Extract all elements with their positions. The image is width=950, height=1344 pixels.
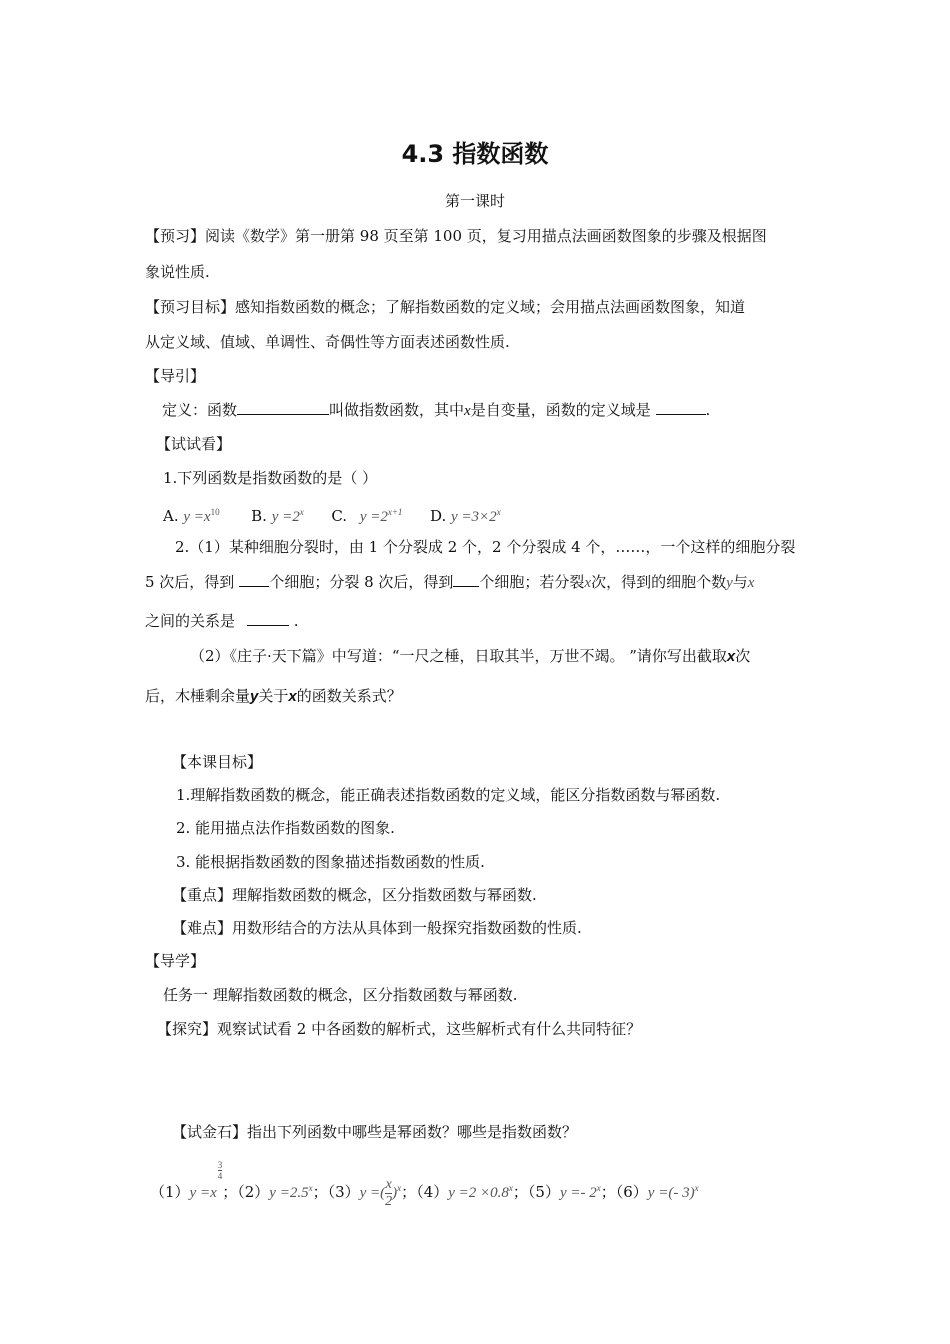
definition-line bbox=[162, 400, 710, 421]
goal-line-2: 从定义域、值域、单调性、奇偶性等方面表述函数性质. bbox=[145, 333, 510, 351]
study-heading: 【导学】 bbox=[145, 952, 206, 970]
blank-function bbox=[237, 400, 329, 415]
guide-heading: 【导引】 bbox=[145, 367, 206, 385]
item-3-expr-b: ) bbox=[392, 1185, 398, 1201]
page-subtitle: 第一课时 bbox=[444, 192, 505, 210]
separator: ； bbox=[312, 1183, 328, 1201]
item-1-label: （1） bbox=[150, 1183, 190, 1201]
option-b-expr: y =2 bbox=[271, 509, 300, 525]
definition-end: . bbox=[705, 401, 711, 419]
item-5-label: （5） bbox=[527, 1183, 560, 1201]
q3-text-c: 后，木棰剩余量 bbox=[145, 687, 251, 705]
var-x: x bbox=[464, 403, 471, 419]
definition-text-b: 叫做指数函数，其中 bbox=[329, 401, 465, 419]
question-3-line-1 bbox=[190, 646, 750, 667]
var-x: x bbox=[747, 575, 755, 591]
q2-text-d: 次，得到的细胞个数 bbox=[591, 573, 727, 591]
var-y: y bbox=[250, 688, 259, 705]
item-4-exp: x bbox=[508, 1183, 513, 1193]
blank-domain bbox=[656, 400, 706, 415]
q3-text-e: 的函数关系式？ bbox=[296, 687, 402, 705]
option-d-expr: y =3×2 bbox=[451, 509, 497, 525]
stone-functions bbox=[150, 1160, 699, 1209]
item-4-expr: y =2 ×0.8 bbox=[448, 1185, 509, 1201]
lesson-difficulty: 【难点】用数形结合的方法从具体到一般探究指数函数的性质. bbox=[172, 919, 582, 937]
lesson-key-point: 【重点】理解指数函数的概念，区分指数函数与幂函数. bbox=[172, 886, 537, 904]
item-2-exp: x bbox=[308, 1183, 313, 1193]
var-x: x bbox=[288, 688, 297, 705]
option-a-expr: y =x bbox=[183, 509, 211, 525]
question-2-line-3 bbox=[145, 611, 299, 631]
option-c-label: C. bbox=[331, 507, 348, 525]
q2-text-f: 之间的关系是 bbox=[145, 612, 236, 630]
study-task-1: 任务一 理解指数函数的概念，区分指数函数与幂函数. bbox=[163, 986, 518, 1004]
option-c-exp: x+1 bbox=[387, 507, 403, 517]
definition-text-c: 是自变量，函数的定义域是 bbox=[470, 401, 651, 419]
definition-text-a: 定义：函数 bbox=[162, 401, 238, 419]
blank-cells-8 bbox=[453, 572, 479, 587]
q3-text-d: 关于 bbox=[258, 687, 289, 705]
item-2-label: （2） bbox=[237, 1183, 270, 1201]
item-2-expr: y =2.5 bbox=[269, 1185, 309, 1201]
item-5-expr: y =- 2 bbox=[559, 1185, 597, 1201]
option-d-label: D. bbox=[429, 507, 447, 525]
question-2-line-1: 2.（1）某种细胞分裂时，由 1 个分裂成 2 个，2 个分裂成 4 个，……，一个这样的细胞分裂 bbox=[175, 538, 796, 556]
separator: ； bbox=[600, 1183, 616, 1201]
item-3-expr-a: y =( bbox=[359, 1185, 386, 1201]
q2-text-e: 与 bbox=[732, 573, 748, 591]
option-a-exp: 10 bbox=[210, 507, 220, 517]
question-3-line-2 bbox=[145, 686, 402, 707]
lesson-goal-2: 2. 能用描点法作指数函数的图象. bbox=[176, 819, 395, 837]
option-c-expr: y =2 bbox=[359, 509, 388, 525]
item-1-exponent: $\frac{3}{4}$ bbox=[217, 1160, 223, 1181]
item-3-fraction: $\frac{x}{2}$ bbox=[385, 1176, 393, 1209]
q3-text-a: （2）《庄子·天下篇》中写道：“一尺之棰，日取其半，万世不竭。 ”请你写出截取 bbox=[190, 647, 727, 665]
stone-heading: 【试金石】指出下列函数中哪些是幂函数？哪些是指数函数？ bbox=[172, 1123, 578, 1141]
lesson-goal-1: 1.理解指数函数的概念，能正确表述指数函数的定义域，能区分指数函数与幂函数. bbox=[176, 786, 721, 804]
q2-text-b: 个细胞；分裂 8 次后，得到 bbox=[269, 573, 454, 591]
question-1-options bbox=[163, 502, 501, 527]
item-6-expr: y =(- 3) bbox=[647, 1185, 695, 1201]
lesson-goal-3: 3. 能根据指数函数的图象描述指数函数的性质. bbox=[176, 853, 485, 871]
study-explore: 【探究】观察试试看 2 中各函数的解析式，这些解析式有什么共同特征？ bbox=[157, 1020, 642, 1038]
q2-text-c: 个细胞；若分裂 bbox=[479, 573, 585, 591]
item-5-exp: x bbox=[596, 1183, 601, 1193]
option-b-exp: x bbox=[299, 507, 304, 517]
item-6-label: （6） bbox=[615, 1183, 648, 1201]
q2-text-a: 5 次后，得到 bbox=[145, 573, 235, 591]
lesson-heading: 【本课目标】 bbox=[172, 753, 263, 771]
option-b-label: B. bbox=[251, 507, 267, 525]
question-1: 1.下列函数是指数函数的是（ ） bbox=[163, 469, 378, 487]
question-2-line-2 bbox=[145, 572, 754, 593]
item-1-expr: y =x bbox=[189, 1185, 217, 1201]
var-x: x bbox=[584, 575, 592, 591]
item-3-label: （3） bbox=[327, 1183, 360, 1201]
q2-text-g: . bbox=[293, 612, 299, 630]
option-a-label: A. bbox=[163, 507, 179, 525]
separator: ； bbox=[401, 1183, 417, 1201]
preview-line-2: 象说性质. bbox=[145, 263, 210, 281]
item-3-exp: x bbox=[397, 1183, 402, 1193]
separator: ； bbox=[512, 1183, 528, 1201]
option-d-exp: x bbox=[496, 507, 501, 517]
var-x: x bbox=[726, 648, 736, 665]
item-4-label: （4） bbox=[416, 1183, 449, 1201]
try-heading: 【试试看】 bbox=[156, 435, 232, 453]
blank-cells-5 bbox=[239, 572, 269, 587]
item-6-exp: x bbox=[694, 1183, 699, 1193]
q3-text-b: 次 bbox=[735, 647, 751, 665]
goal-line-1: 【预习目标】感知指数函数的概念；了解指数函数的定义域；会用描点法画函数图象，知道 bbox=[145, 298, 746, 316]
page-title: 4.3 指数函数 bbox=[401, 140, 549, 168]
var-y: y bbox=[726, 575, 733, 591]
blank-relation bbox=[247, 611, 289, 626]
separator: ； bbox=[222, 1183, 238, 1201]
preview-line-1: 【预习】阅读《数学》第一册第 98 页至第 100 页，复习用描点法画函数图象的步骤及根据图 bbox=[145, 227, 767, 245]
